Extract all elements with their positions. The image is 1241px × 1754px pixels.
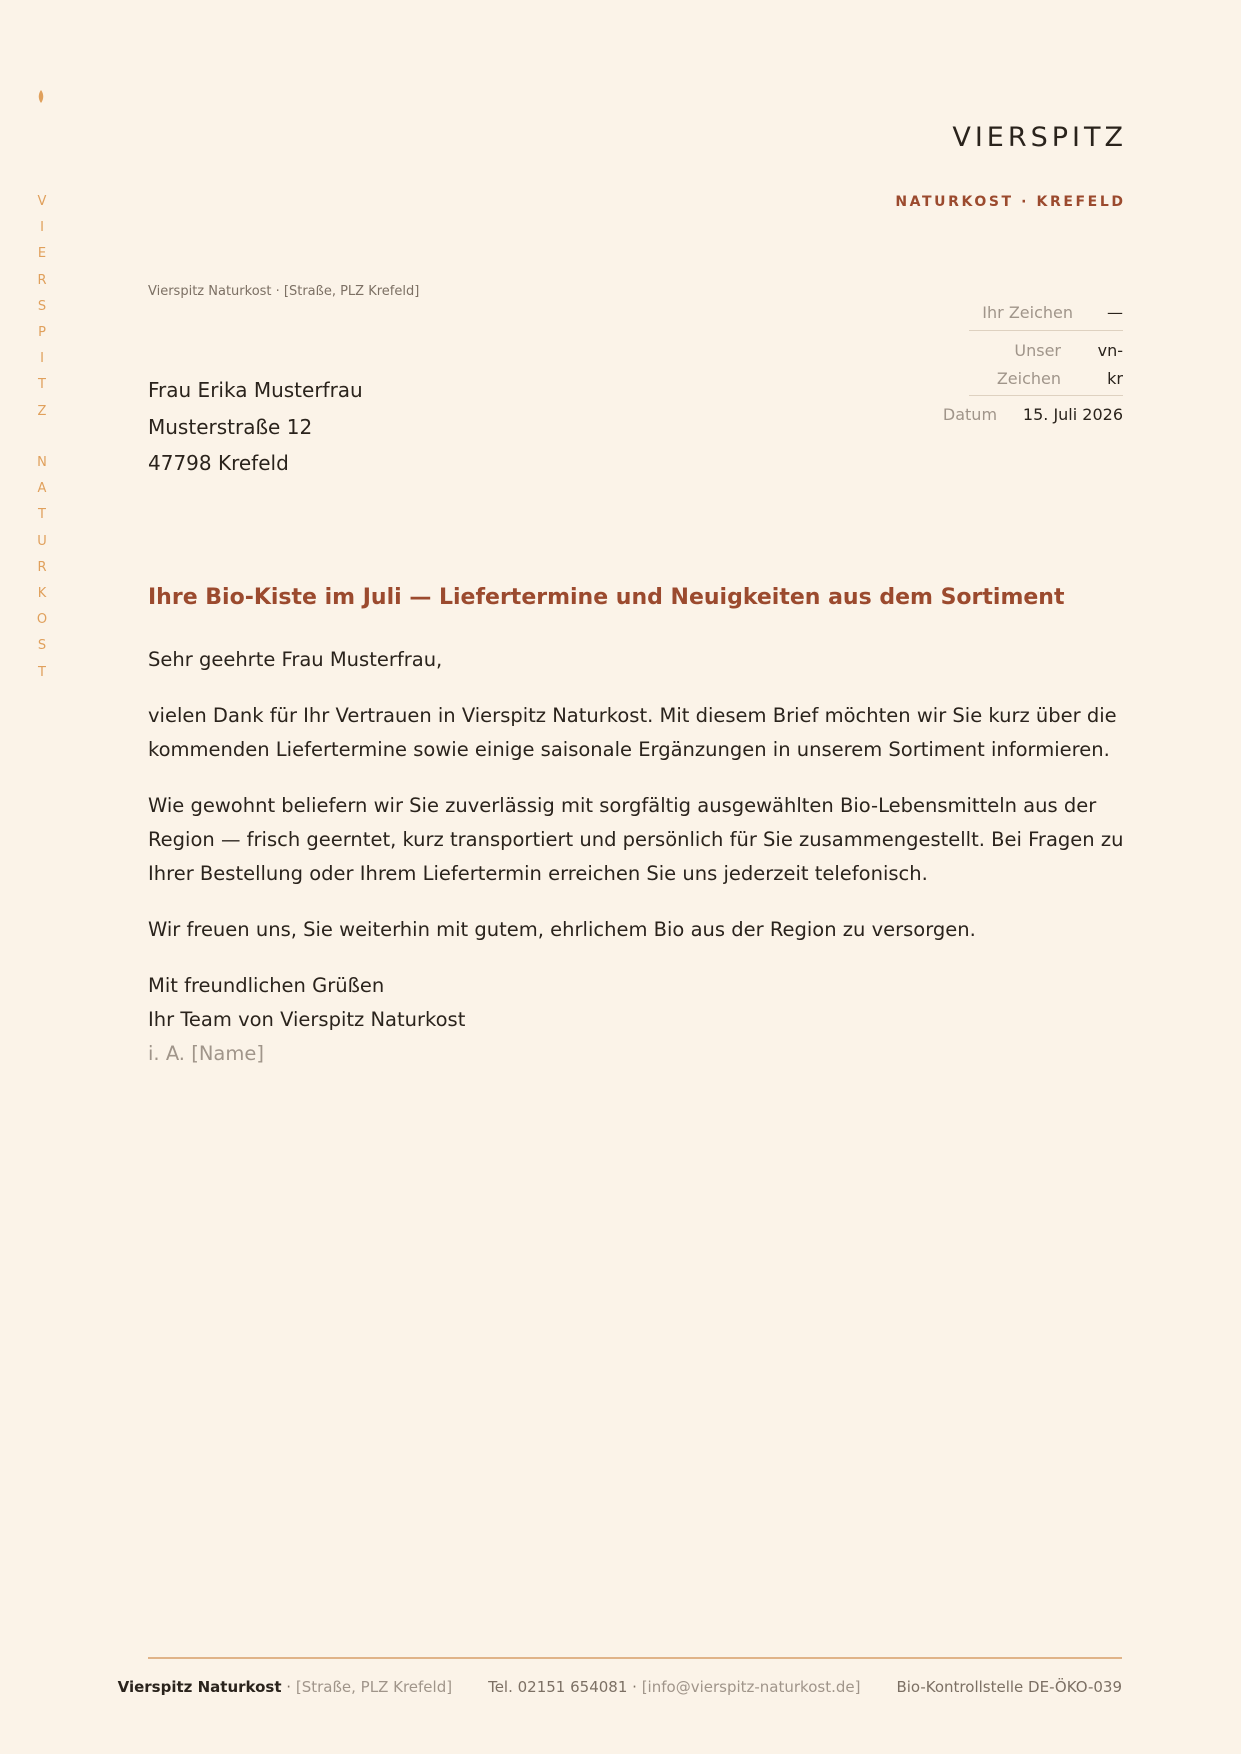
vertical-letter: E — [37, 246, 47, 262]
vertical-letter: T — [38, 507, 46, 523]
vertical-letter: A — [37, 481, 47, 497]
unser-zeichen-row — [969, 331, 1123, 396]
brand-logo-text: VIERSPITZ — [952, 122, 1127, 153]
vertical-brand-name — [32, 189, 52, 425]
recipient-city: 47798 Krefeld — [148, 451, 289, 475]
letter-subject: Ihre Bio-Kiste im Juli — Liefertermine und Neuigkeiten aus dem Sortiment — [148, 585, 1065, 610]
footer-control-body: Bio-Kontrollstelle DE-ÖKO-039 — [896, 1678, 1122, 1696]
vertical-letter: P — [38, 325, 46, 341]
vertical-letter: T — [38, 377, 46, 393]
body-paragraph: Wir freuen uns, Sie weiterhin mit gutem, ehrlichem Bio aus der Region zu versorgen. — [148, 918, 976, 941]
unser-zeichen-label-line: Unser — [1014, 341, 1061, 360]
closing-team: Ihr Team von Vierspitz Naturkost — [148, 1008, 466, 1031]
brand-tagline: NATURKOST · KREFELD — [895, 194, 1126, 210]
footer-company-group — [118, 1678, 452, 1696]
return-address: Vierspitz Naturkost · [Straße, PLZ Krefeld] — [148, 284, 420, 299]
vertical-letter: R — [37, 272, 47, 288]
vertical-letter: T — [38, 664, 46, 680]
ihr-zeichen-value: — — [1107, 303, 1123, 322]
body-paragraph: Wie gewohnt beliefern wir Sie zuverlässig mit sorgfältig ausgewählten Bio-Lebensmitteln aus der Region — frisch geerntet, kurz transportiert und persönlich für Sie zusammengestellt. Bei Fragen zu Ihrer Bestellung oder Ihrem Liefertermin erreichen Sie uns jederzeit telefonisch. — [148, 794, 1124, 885]
signature-placeholder: i. A. [Name] — [148, 1042, 264, 1065]
closing-phrase: Mit freundlichen Grüßen — [148, 974, 385, 997]
vertical-letter: V — [37, 194, 47, 209]
unser-zeichen-value-line: kr — [1107, 369, 1123, 388]
footer-email: [info@vierspitz-naturkost.de] — [641, 1678, 861, 1696]
vertical-letter: U — [37, 533, 47, 549]
vertical-letter: I — [40, 351, 44, 367]
ihr-zeichen-row — [969, 300, 1123, 331]
datum-value: 15. Juli 2026 — [1022, 405, 1123, 424]
recipient-street: Musterstraße 12 — [148, 414, 313, 439]
vertical-letter: I — [40, 220, 44, 236]
footer-divider — [148, 1657, 1122, 1659]
vertical-letter: Z — [37, 403, 47, 419]
recipient-address — [148, 372, 363, 482]
body-paragraph: vielen Dank für Ihr Vertrauen in Vierspitz Naturkost. Mit diesem Brief möchten wir Sie kurz über die kommenden Liefertermine sowie einige saisonale Ergänzungen in unserem Sortiment informieren. — [148, 704, 1117, 761]
footer-company: Vierspitz Naturkost — [117, 1678, 282, 1696]
vertical-letter: K — [37, 586, 47, 602]
reference-info-block — [943, 300, 1123, 428]
closing-block — [148, 969, 1128, 1071]
footer — [117, 1678, 1122, 1696]
unser-zeichen-label-line: Zeichen — [996, 369, 1061, 388]
leaf-icon — [38, 90, 44, 103]
vertical-letter: O — [36, 612, 48, 628]
ihr-zeichen-label: Ihr Zeichen — [982, 303, 1073, 322]
unser-zeichen-value-line: vn- — [1097, 341, 1123, 360]
footer-separator: · — [286, 1678, 296, 1696]
footer-address: [Straße, PLZ Krefeld] — [295, 1678, 453, 1696]
recipient-name: Frau Erika Musterfrau — [148, 378, 363, 402]
salutation: Sehr geehrte Frau Musterfrau, — [148, 648, 443, 671]
datum-row — [943, 396, 1123, 428]
vertical-letter: R — [37, 559, 47, 575]
footer-separator: · — [632, 1678, 642, 1696]
vertical-letter: S — [37, 298, 47, 314]
unser-zeichen-value — [1073, 337, 1123, 393]
vertical-letter: N — [37, 455, 47, 470]
footer-contact-group — [488, 1678, 860, 1696]
letter-body — [148, 643, 1128, 1071]
footer-phone: Tel. 02151 654081 — [488, 1678, 628, 1696]
datum-label: Datum — [942, 405, 998, 424]
unser-zeichen-label — [969, 337, 1073, 393]
vertical-brand-tagline — [32, 450, 52, 686]
vertical-letter: S — [37, 638, 47, 654]
